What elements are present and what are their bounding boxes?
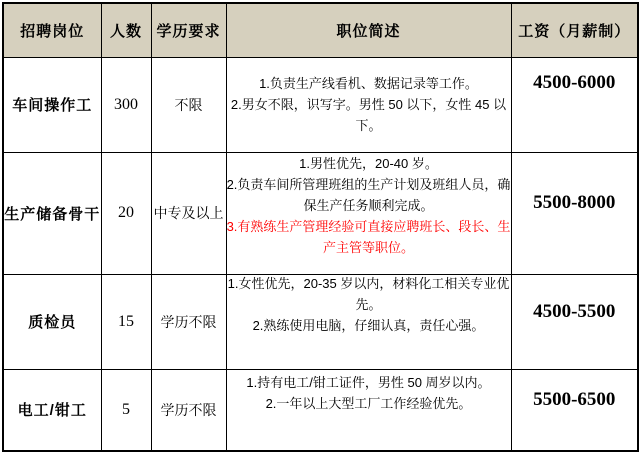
description-cell xyxy=(226,57,511,152)
headcount-cell: 15 xyxy=(101,274,151,369)
column-header-headcount: 人数 xyxy=(101,3,151,57)
position-cell: 质检员 xyxy=(3,274,101,369)
salary-cell xyxy=(511,274,638,369)
headcount-cell: 5 xyxy=(101,369,151,451)
description-cell xyxy=(226,152,511,274)
description-line: 1.持有电工/钳工证件，男性 50 周岁以内。 xyxy=(246,374,491,390)
table-header-row xyxy=(3,3,638,57)
headcount-cell: 20 xyxy=(101,152,151,274)
table-row xyxy=(3,152,638,274)
education-cell: 学历不限 xyxy=(151,369,226,451)
description-cell xyxy=(226,369,511,451)
column-header-education: 学历要求 xyxy=(151,3,226,57)
column-header-description: 职位简述 xyxy=(226,3,511,57)
education-cell: 不限 xyxy=(151,57,226,152)
headcount-cell: 300 xyxy=(101,57,151,152)
salary-value: 5500-8000 xyxy=(533,192,616,213)
description-text xyxy=(227,274,511,336)
recruitment-table xyxy=(2,2,639,452)
description-line: 1.男性优先，20-40 岁。 xyxy=(299,155,438,171)
salary-cell xyxy=(511,369,638,451)
description-text xyxy=(227,372,511,414)
description-line: 2.男女不限，识写字。男性 50 以下，女性 45 以下。 xyxy=(230,97,507,133)
description-line: 1.负责生产线看机、数据记录等工作。 xyxy=(259,76,478,91)
position-cell: 生产储备骨干 xyxy=(3,152,101,274)
table-row xyxy=(3,57,638,152)
education-cell: 学历不限 xyxy=(151,274,226,369)
description-text xyxy=(227,73,511,136)
salary-value: 4500-5500 xyxy=(533,300,616,322)
salary-value: 5500-6500 xyxy=(533,388,616,410)
description-line-highlighted: 3.有熟练生产管理经验可直接应聘班长、段长、生产主管等职位。 xyxy=(226,218,511,255)
column-header-salary: 工资（月薪制） xyxy=(511,3,638,57)
description-line: 2.负责车间所管理班组的生产计划及班组人员，确保生产任务顺利完成。 xyxy=(226,176,511,213)
salary-cell xyxy=(511,152,638,274)
description-cell xyxy=(226,274,511,369)
salary-value: 4500-6000 xyxy=(533,71,616,93)
column-header-position: 招聘岗位 xyxy=(3,3,101,57)
position-cell: 车间操作工 xyxy=(3,57,101,152)
position-cell: 电工/钳工 xyxy=(3,369,101,451)
education-cell: 中专及以上 xyxy=(151,152,226,274)
description-text xyxy=(227,153,511,258)
description-line: 2.熟练使用电脑，仔细认真，责任心强。 xyxy=(252,318,485,333)
salary-cell xyxy=(511,57,638,152)
description-line: 2.一年以上大型工厂工作经验优先。 xyxy=(265,395,472,411)
description-line: 1.女性优先，20-35 岁以内，材料化工相关专业优先。 xyxy=(227,276,510,312)
table-row xyxy=(3,274,638,369)
table-row xyxy=(3,369,638,451)
